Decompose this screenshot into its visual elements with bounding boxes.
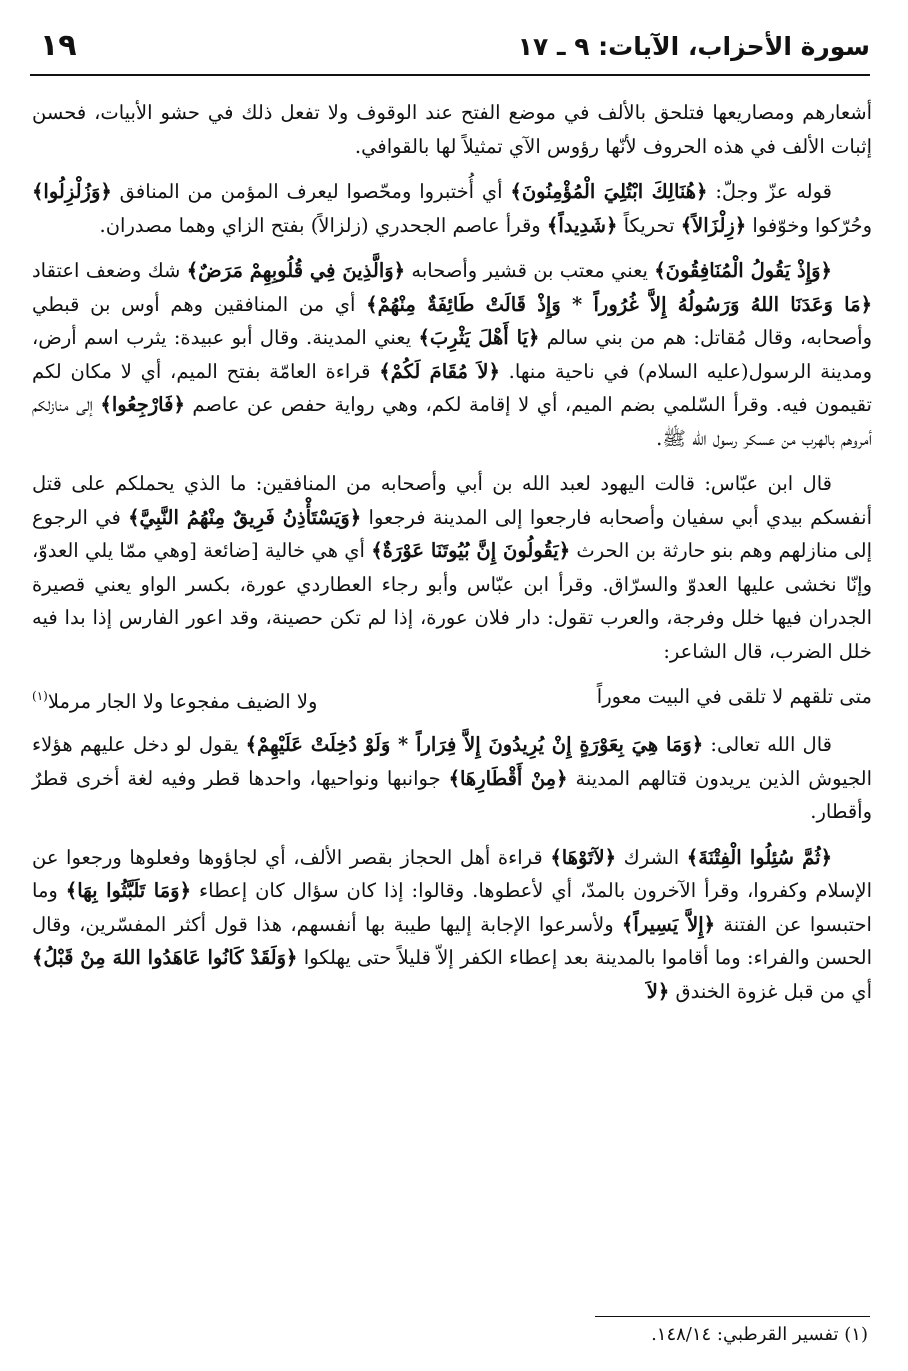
quran-quote: ﴿وَلَقَدْ كَانُوا عَاهَدُوا اللهَ مِنْ قَبْلُ﴾ bbox=[32, 946, 298, 969]
quran-quote: ﴿زِلْزَالاً﴾ bbox=[680, 213, 747, 237]
poem-verse bbox=[32, 680, 872, 718]
text-segment: أي من المنافقين وهم أوس بن قبطي وأصحابه، وقال مُقاتل: هم من بني سالم bbox=[32, 292, 872, 349]
page-number: ١٩ bbox=[40, 28, 77, 63]
text-segment: يعني المدينة. وقال أبو عبيدة: يثرب اسم أرض، ومدينة الرسول(عليه السلام) في ناحية منها. bbox=[32, 326, 873, 383]
poem-hemistich-first: متى تلقهم لا تلقى في البيت معوراً bbox=[596, 685, 872, 708]
footnote-reference: (١) bbox=[32, 689, 48, 703]
paragraph bbox=[32, 96, 872, 163]
quran-quote: ﴿مَا وَعَدَنَا اللهُ وَرَسُولُهُ إِلاَّ غُرُوراً * وَإِذْ قَالَتْ طَائِفَةٌ مِنْهُمْ﴾ bbox=[366, 292, 872, 316]
text-segment: ولأسرعوا الإجابة إليها طيبة بها أنفسهم، هذا قول أكثر المفسّرين، وقال الحسن والفراء: وما أقاموا بالمدينة بعد إعطاء الكفر إلاّ قليلاً حتى يهلكوا bbox=[32, 912, 872, 969]
text-segment: قوله عزّ وجلّ: bbox=[707, 180, 832, 203]
footnote-marker: (١) bbox=[844, 1324, 868, 1345]
footnote bbox=[651, 1324, 868, 1345]
running-title: سورة الأحزاب، الآيات: ٩ ـ ١٧ bbox=[517, 32, 870, 61]
text-segment: إلى منازلكم أمروهم بالهرب من عسكر رسول الله ﷺ. bbox=[32, 393, 872, 450]
text-segment: أي من قبل غزوة الخندق bbox=[669, 979, 872, 1003]
quran-quote: ﴿يَا أَهْلَ يَثْرِبَ﴾ bbox=[418, 326, 540, 349]
text-segment: الشرك bbox=[616, 845, 687, 869]
text-segment: وقرأ عاصم الجحدري (زلزالاً) بفتح الزاي وهما مصدران. bbox=[99, 213, 547, 237]
text-segment: وما احتبسوا عن الفتنة bbox=[32, 879, 872, 936]
text-segment: قراءة أهل الحجاز بقصر الألف، أي لجاؤوها وفعلوها ورجعوا عن الإسلام وكفروا، وقرأ الآخرون بالمدّ، أي لأعطوها. وقالوا: إذا كان سؤال كان إعطاء bbox=[32, 845, 872, 902]
quran-quote: ﴿فَارْجِعُوا﴾ bbox=[100, 393, 185, 416]
quran-quote: ﴿مِنْ أَقْطَارِهَا﴾ bbox=[448, 766, 568, 790]
quran-quote: ﴿لاَ bbox=[646, 979, 670, 1003]
paragraph bbox=[32, 175, 872, 242]
quran-quote: ﴿لآتَوْهَا﴾ bbox=[550, 845, 617, 869]
paragraph bbox=[32, 467, 872, 668]
quran-quote: ﴿وَمَا هِيَ بِعَوْرَةٍ إِنْ يُرِيدُونَ إِلاَّ فِرَاراً * وَلَوْ دُخِلَتْ عَلَيْهِمْ﴾ bbox=[245, 733, 704, 756]
text-segment: قال ابن عبّاس: قالت اليهود لعبد الله بن أبي وأصحابه من المنافقين: ما الذي يحملكم على قتل أنفسكم بيدي أبي سفيان وأصحابه فارجعوا إلى المدينة فرجعوا bbox=[32, 472, 872, 529]
quran-quote: ﴿وَالَّذِينَ فِي قُلُوبِهِمْ مَرَضٌ﴾ bbox=[186, 259, 406, 282]
text-segment: قراءة العامّة بفتح الميم، أي لا مكان لكم تقيمون فيه. وقرأ السّلمي بضم الميم، أي لا إقامة لكم، وهي رواية حفص عن عاصم bbox=[32, 359, 872, 416]
poem-hemistich-second-wrap bbox=[32, 680, 317, 718]
text-segment: جوانبها ونواحيها، واحدها قطر وفيه لغة أخرى قطرٌ وأقطار. bbox=[32, 766, 872, 823]
quran-quote: ﴿هُنَالِكَ ابْتُلِيَ الْمُؤْمِنُونَ﴾ bbox=[510, 180, 708, 203]
quran-quote: ﴿وَإِذْ يَقُولُ الْمُنَافِقُونَ﴾ bbox=[654, 259, 832, 282]
paragraph bbox=[32, 254, 872, 455]
text-segment: يقول لو دخل عليهم هؤلاء الجيوش الذين يريدون قتالهم المدينة bbox=[32, 733, 873, 790]
page-header bbox=[30, 28, 870, 76]
footnote-text: تفسير القرطبي: ١٤٨/١٤. bbox=[651, 1324, 839, 1345]
quran-quote: ﴿ثُمَّ سُئِلُوا الْفِتْنَةَ﴾ bbox=[686, 845, 833, 869]
text-segment: أي هي خالية [ضائعة [وهي ممّا يلي العدوّ، وإنّا نخشى عليها العدوّ والسرّاق. وقرأ ابن عبّاس وأبو رجاء العطاردي عورة، بكسر الواو يعني قصيرة الجدران فيها خلل وفرجة، والعرب تقول: دار فلان عورة، إذا لم تكن حصينة، وقد اعور الفارس إذا بدا فيه خلل الضرب، قال الشاعر: bbox=[32, 539, 872, 663]
quran-quote: ﴿إِلاَّ يَسِيراً﴾ bbox=[621, 912, 716, 936]
text-segment: يعني معتب بن قشير وأصحابه bbox=[405, 259, 655, 282]
footnote-divider bbox=[595, 1316, 870, 1317]
quran-quote: ﴿شَدِيداً﴾ bbox=[546, 213, 618, 237]
paragraph bbox=[32, 728, 872, 829]
quran-quote: ﴿وَيَسْتَأْذِنُ فَرِيقٌ مِنْهُمُ النَّبِيَّ﴾ bbox=[128, 505, 362, 529]
text-segment: أشعارهم ومصاريعها فتلحق بالألف في موضع الفتح عند الوقوف ولا تفعل ذلك في حشو الأبيات، فحسن إثبات الألف في هذه الحروف لأنّها رؤوس الآي تمثيلاً لها بالقوافي. bbox=[32, 101, 872, 158]
text-segment: أي أُختبروا ومحّصوا ليعرف المؤمن من المنافق bbox=[111, 180, 511, 203]
text-segment: في الرجوع إلى منازلهم وهم بنو حارثة بن الحرث bbox=[32, 505, 873, 562]
text-segment: قال الله تعالى: bbox=[703, 733, 832, 756]
paragraph bbox=[32, 841, 872, 1009]
paragraph-group-2 bbox=[32, 728, 872, 1008]
text-segment: وحُرّكوا وخوّفوا bbox=[746, 213, 872, 237]
text-segment: تحريكاً bbox=[617, 213, 681, 237]
quran-quote: ﴿لاَ مُقَامَ لَكُمْ﴾ bbox=[379, 359, 500, 383]
quran-quote: ﴿يَقُولُونَ إِنَّ بُيُوتَنَا عَوْرَةٌ﴾ bbox=[371, 539, 571, 562]
text-segment: شك وضعف اعتقاد bbox=[32, 259, 187, 282]
paragraph-group-1 bbox=[32, 96, 872, 668]
poem-hemistich-second: ولا الضيف مفجوعا ولا الجار مرملا bbox=[47, 689, 318, 713]
quran-quote: ﴿وَزُلْزِلُوا﴾ bbox=[32, 180, 112, 203]
page-body bbox=[32, 96, 872, 1020]
quran-quote: ﴿وَمَا تَلَبَّثُوا بِهَا﴾ bbox=[65, 879, 192, 902]
